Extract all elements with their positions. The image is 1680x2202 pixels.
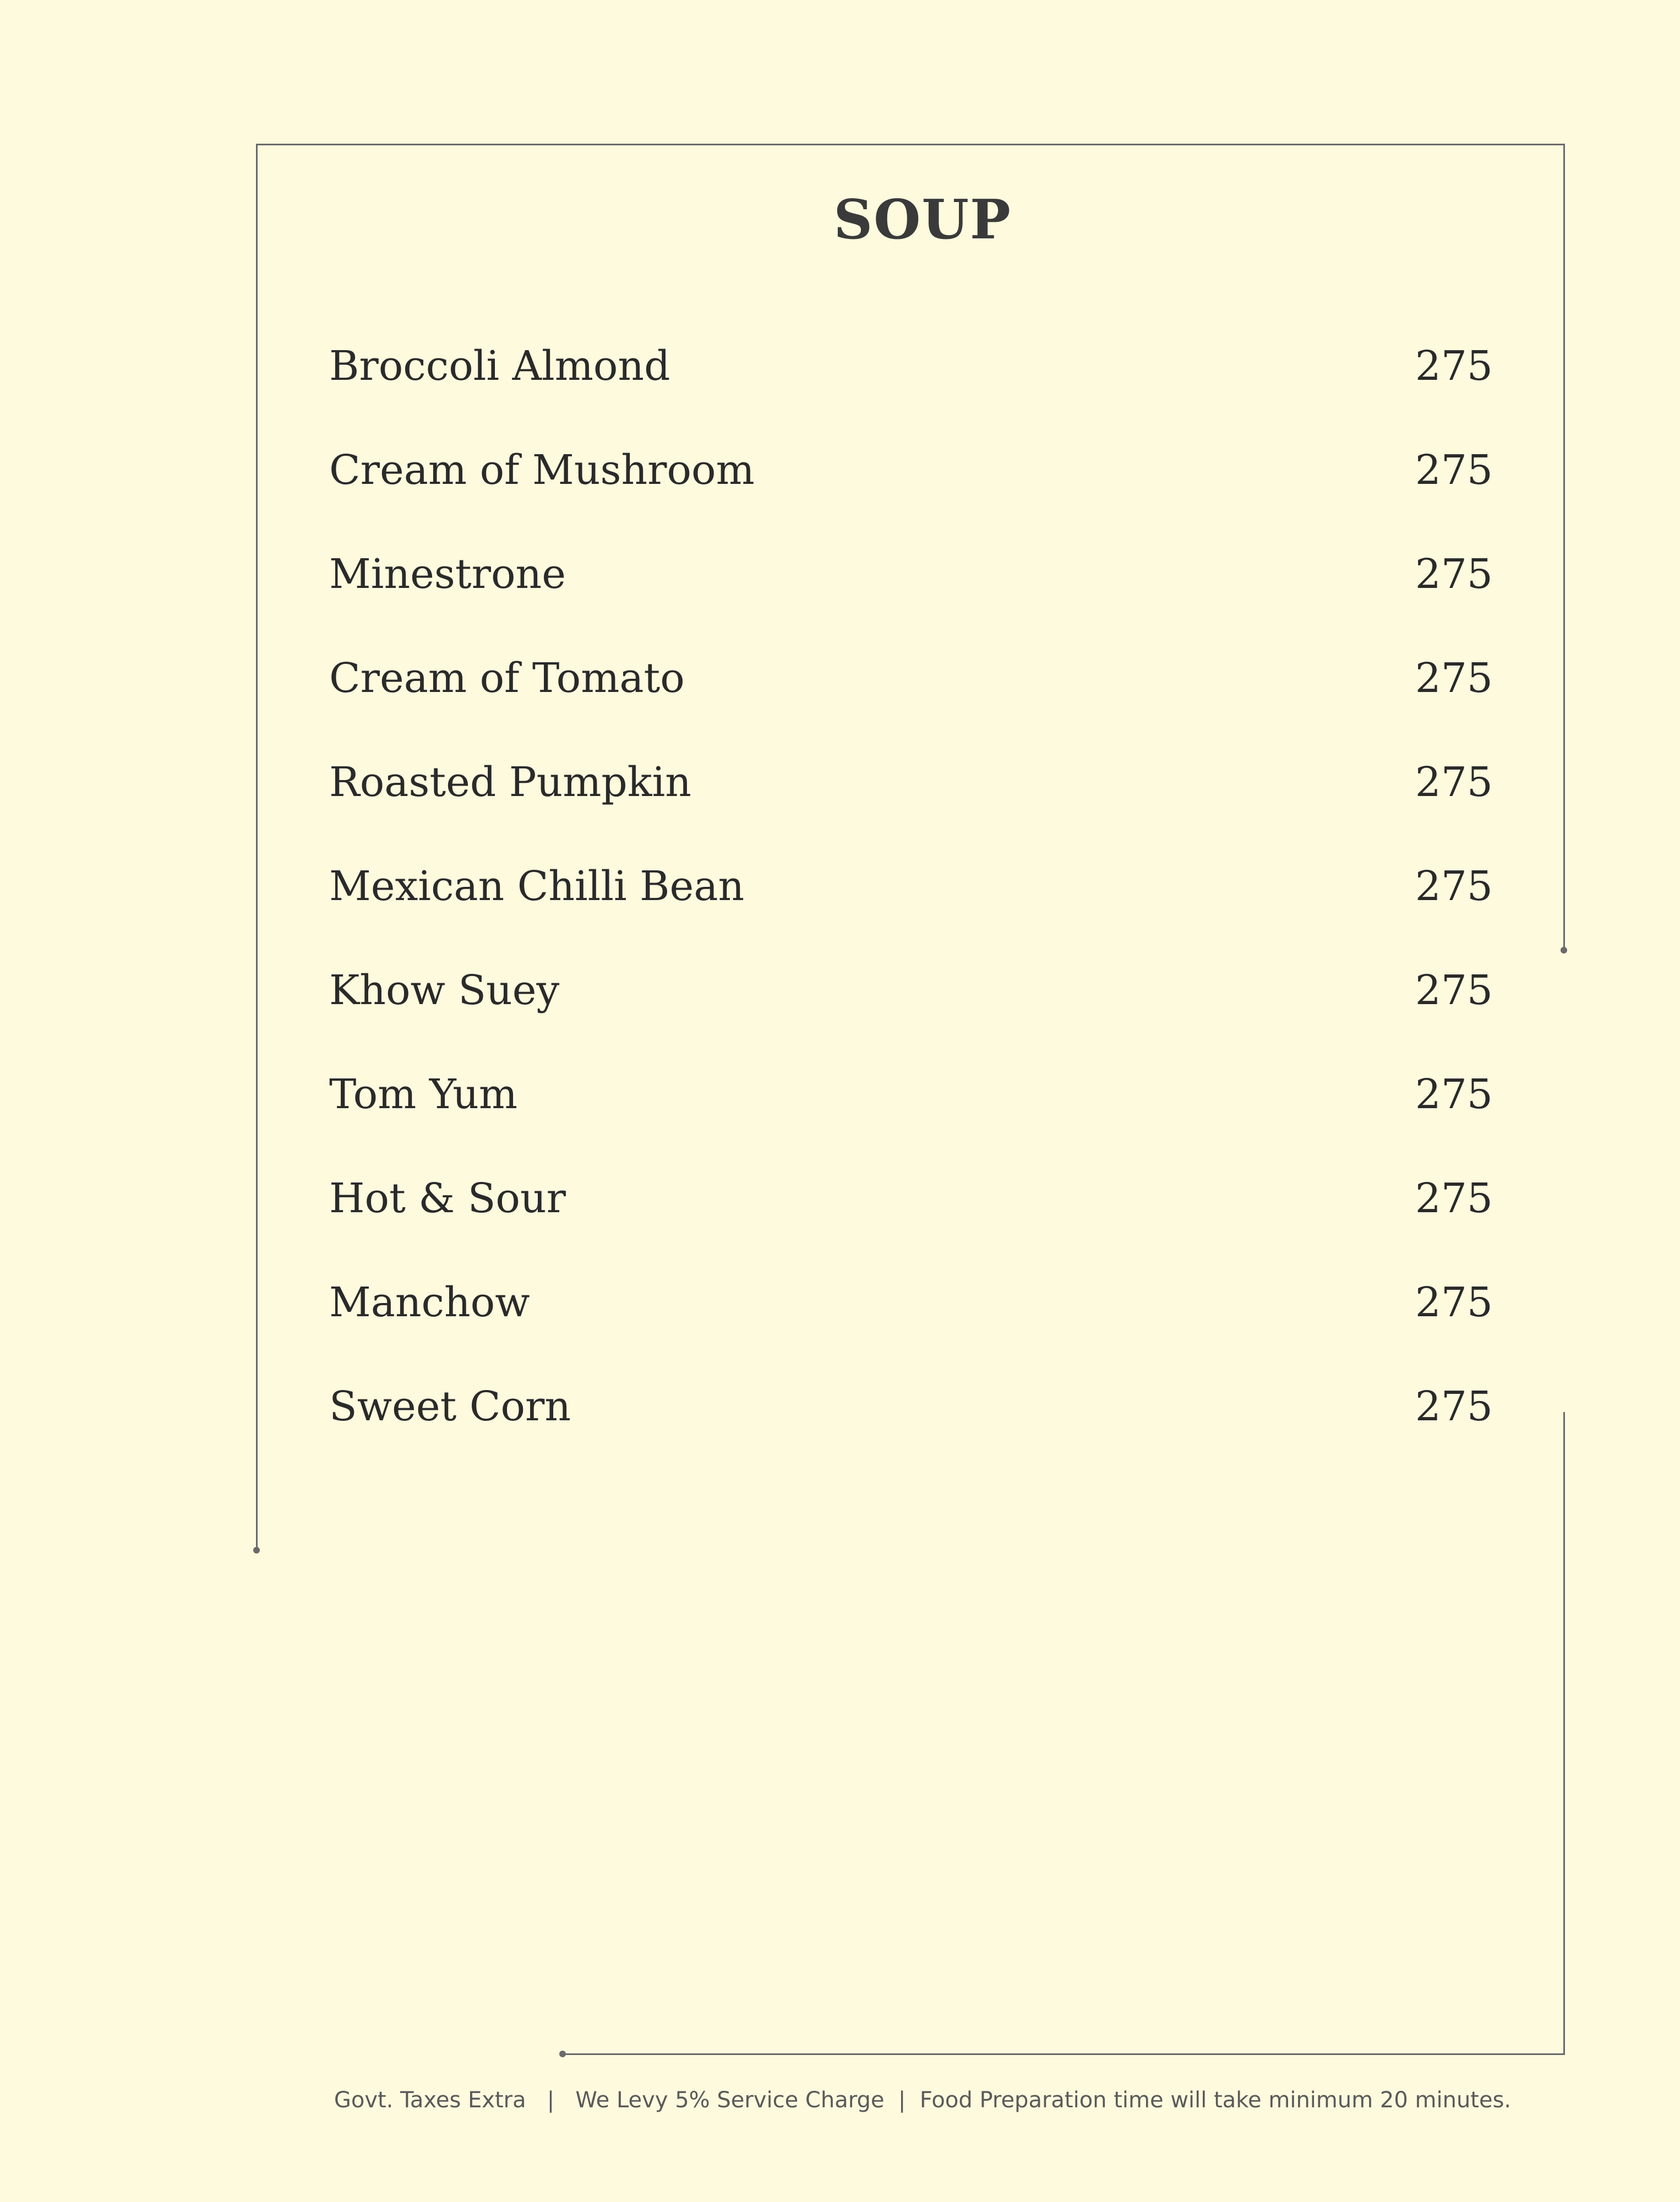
footer-separator: | <box>898 2087 906 2113</box>
menu-item <box>329 626 1493 730</box>
menu-item <box>329 834 1493 938</box>
menu-item-price: 275 <box>1415 550 1493 598</box>
frame-left-line <box>256 144 258 1551</box>
menu-item <box>329 522 1493 626</box>
page-title: SOUP <box>833 188 1012 252</box>
menu-item <box>329 1354 1493 1458</box>
frame-right-upper-line <box>1563 144 1565 950</box>
menu-item-price: 275 <box>1415 758 1493 806</box>
frame-top-line <box>256 144 1565 145</box>
menu-item <box>329 938 1493 1042</box>
menu-item-price: 275 <box>1415 1382 1493 1430</box>
menu-item-name: Mexican Chilli Bean <box>329 862 745 910</box>
menu-item-name: Hot & Sour <box>329 1174 566 1222</box>
menu-item-price: 275 <box>1415 1174 1493 1222</box>
menu-item-price: 275 <box>1415 966 1493 1014</box>
menu-item-name: Roasted Pumpkin <box>329 758 691 806</box>
menu-item <box>329 418 1493 522</box>
frame-bottom-end-dot <box>559 2051 566 2057</box>
menu-item-name: Sweet Corn <box>329 1382 571 1430</box>
footer-taxes: Govt. Taxes Extra <box>334 2087 526 2113</box>
frame-left-end-dot <box>253 1547 260 1554</box>
menu-item-price: 275 <box>1415 342 1493 390</box>
frame-bottom-line <box>563 2053 1565 2055</box>
menu-list <box>329 314 1493 1458</box>
frame-right-lower-line <box>1563 1412 1565 2055</box>
menu-item-name: Cream of Mushroom <box>329 446 755 494</box>
menu-item-price: 275 <box>1415 1070 1493 1118</box>
menu-item-name: Broccoli Almond <box>329 342 670 390</box>
menu-item <box>329 1250 1493 1354</box>
menu-item-price: 275 <box>1415 862 1493 910</box>
menu-item-price: 275 <box>1415 654 1493 702</box>
menu-item-name: Minestrone <box>329 550 566 598</box>
menu-item <box>329 1146 1493 1250</box>
menu-item-name: Khow Suey <box>329 966 560 1014</box>
menu-item-price: 275 <box>1415 446 1493 494</box>
menu-item-price: 275 <box>1415 1278 1493 1326</box>
menu-item-name: Manchow <box>329 1278 530 1326</box>
footer-note <box>0 2087 1680 2113</box>
menu-item <box>329 314 1493 418</box>
menu-item-name: Tom Yum <box>329 1070 518 1118</box>
menu-item <box>329 730 1493 834</box>
footer-prep-time: Food Preparation time will take minimum 20 minutes. <box>919 2087 1512 2113</box>
footer-service-charge: We Levy 5% Service Charge <box>575 2087 885 2113</box>
menu-item <box>329 1042 1493 1146</box>
menu-item-name: Cream of Tomato <box>329 654 685 702</box>
frame-right-upper-end-dot <box>1561 947 1567 953</box>
footer-separator: | <box>547 2087 555 2113</box>
